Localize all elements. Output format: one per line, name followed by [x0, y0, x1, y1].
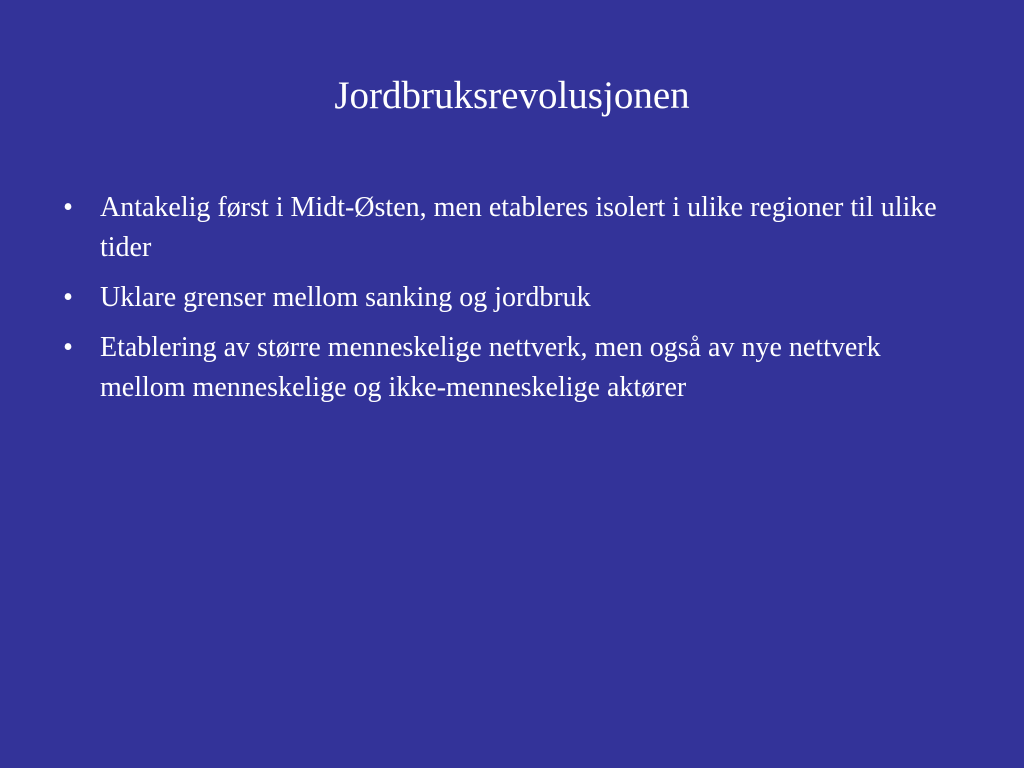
- bullet-icon: •: [63, 332, 73, 363]
- bullet-item: [58, 328, 958, 408]
- bullet-text: Etablering av større menneskelige nettverk, men også av nye nettverk mellom menneskelige og ikke-menneskelige aktører: [100, 332, 881, 403]
- bullet-text: Uklare grenser mellom sanking og jordbruk: [100, 282, 591, 313]
- bullet-text: Antakelig først i Midt-Østen, men etableres isolert i ulike regioner til ulike tider: [100, 192, 937, 263]
- slide-title: Jordbruksrevolusjonen: [334, 74, 690, 117]
- bullet-item: [58, 278, 958, 318]
- bullet-item: [58, 188, 958, 268]
- bullet-list: [58, 188, 958, 418]
- bullet-icon: •: [63, 192, 73, 223]
- bullet-icon: •: [63, 282, 73, 313]
